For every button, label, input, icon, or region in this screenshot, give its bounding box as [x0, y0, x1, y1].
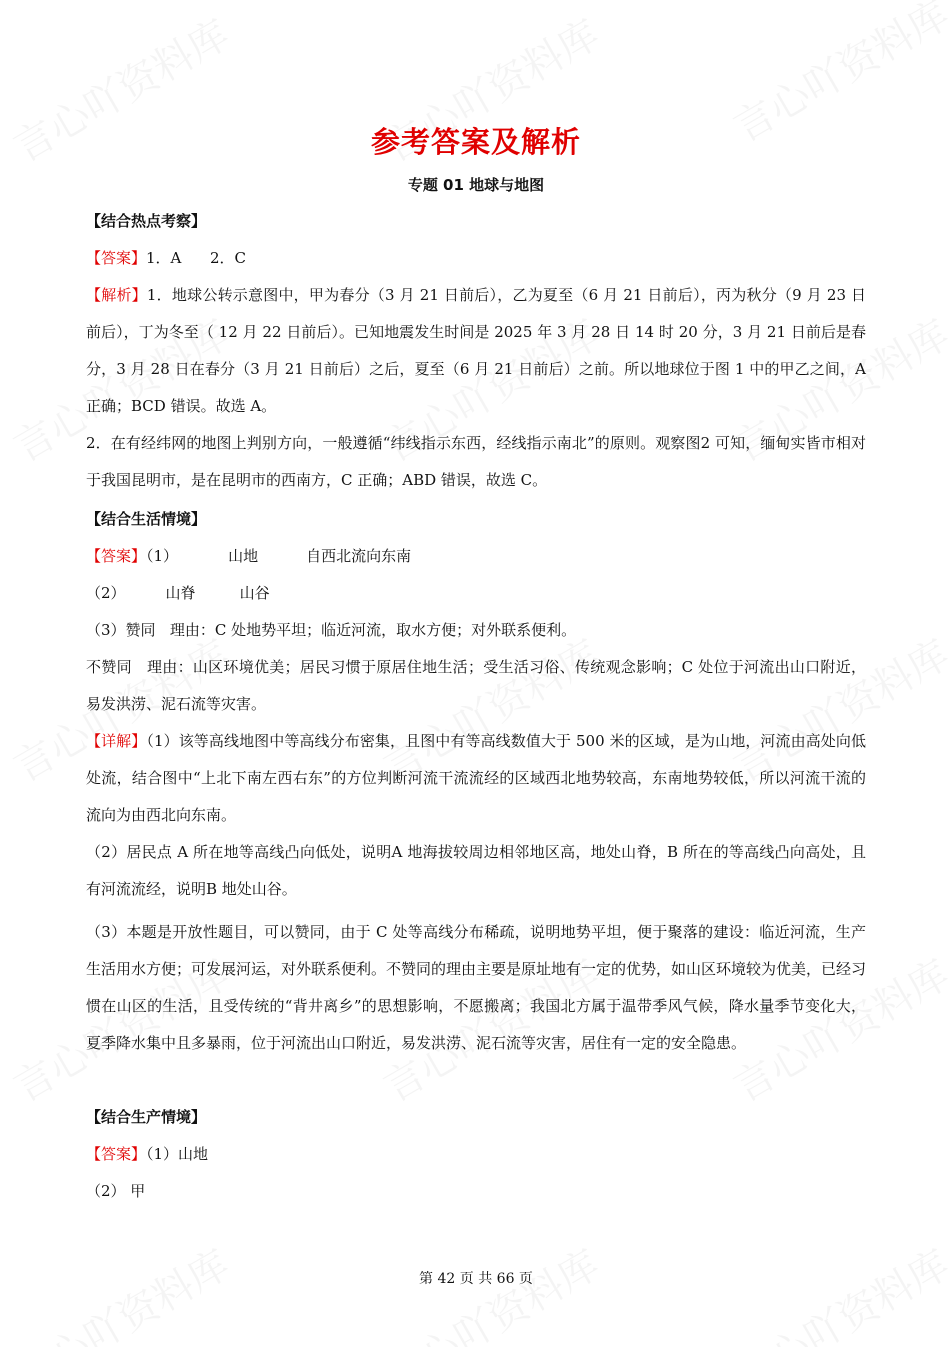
section-life: [86, 501, 866, 1062]
detail-paragraph: （3）本题是开放性题目，可以赞同，由于 C 处等高线分布稀疏，说明地势平坦，便于聚落的建设：临近河流，生产生活用水方便；可发展河运，对外联系便利。不赞同的理由主要是原址地有一定的优势，如山区环境较为优美，已经习惯在山区的生活，且受传统的“背井离乡”的思想影响，不愿搬离；我国北方属于温带季风气候，降水量季节变化大，夏季降水集中且多暴雨，位于河流出山口附近，易发洪涝、泥石流等灾害，居住有一定的安全隐患。: [86, 923, 867, 1052]
answer-line: （2） 甲: [86, 1182, 146, 1200]
analysis-text: 1．地球公转示意图中，甲为春分（3 月 21 日前后），乙为夏至（6 月 21 日前后），丙为秋分（9 月 23 日前后），丁为冬至（ 12 月 22 日前后）。已知地震发生时间是 2025 年 3 月 28 日 14 时 20 分，3 月 21 日前后是春分，3 月 28 日在春分（3 月 21 日前后）之后，夏至（6 月 21 日前后）之前。所以地球位于图 1 中的甲乙之间，A 正确；BCD 错误。故选 A。: [86, 286, 866, 415]
answer-line: [86, 538, 866, 575]
answer-number: （2）: [86, 584, 126, 602]
answer-line: [86, 240, 866, 277]
answer-tag: 【答案】: [86, 249, 147, 267]
section-heading: 【结合热点考察】: [86, 212, 207, 230]
answer-tag: 【答案】: [86, 547, 147, 565]
answer-line: [86, 575, 866, 612]
answer-part: 自西北流向东南: [306, 547, 412, 565]
analysis-tag: 【解析】: [86, 286, 147, 304]
section-production: [86, 1099, 866, 1210]
section-heading: 【结合生产情境】: [86, 1108, 207, 1126]
answer-text: （1）山地: [146, 1145, 209, 1163]
section-hotspot: [86, 203, 866, 499]
answer-part: 山脊: [165, 584, 196, 602]
answer-part: 山谷: [239, 584, 270, 602]
detail-paragraph: （2）居民点 A 所在地等高线凸向低处，说明A 地海拔较周边相邻地区高，地处山脊，B 所在的等高线凸向高处，且有河流流经，说明B 地处山谷。: [86, 843, 866, 898]
detail-text: （1）该等高线地图中等高线分布密集，且图中有等高线数值大于 500 米的区域，是为山地，河流由高处向低处流，结合图中“上北下南左西右东”的方位判断河流干流流经的区域西北地势较高，东南地势较低，所以河流干流的流向为由西北向东南。: [86, 732, 866, 824]
answer-line: （3）赞同 理由：C 处地势平坦；临近河流，取水方便；对外联系便利。: [86, 621, 577, 639]
answer-line: [86, 1136, 866, 1173]
page-title: 参考答案及解析: [370, 125, 581, 159]
detail-paragraph: [86, 723, 866, 834]
page-footer: 第 42 页 共 66 页: [419, 1271, 533, 1287]
analysis-paragraph: [86, 277, 866, 425]
detail-tag: 【详解】: [86, 732, 147, 750]
answer-number: （1）: [146, 547, 179, 565]
answer-tag: 【答案】: [86, 1145, 147, 1163]
answer-line: 不赞同 理由：山区环境优美；居民习惯于原居住地生活；受生活习俗、传统观念影响；C 处位于河流出山口附近，易发洪涝、泥石流等灾害。: [86, 658, 866, 713]
section-heading: 【结合生活情境】: [86, 510, 207, 528]
answer-text: 1．A 2．C: [146, 249, 247, 267]
question2-paragraph: 2．在有经纬网的地图上判别方向，一般遵循“纬线指示东西，经线指示南北”的原则。观察图2 可知，缅甸实皆市相对于我国昆明市，是在昆明市的西南方，C 正确；ABD 错误，故选 C。: [86, 434, 866, 489]
answer-part: 山地: [228, 547, 259, 565]
page-subtitle: 专题 01 地球与地图: [407, 176, 545, 194]
